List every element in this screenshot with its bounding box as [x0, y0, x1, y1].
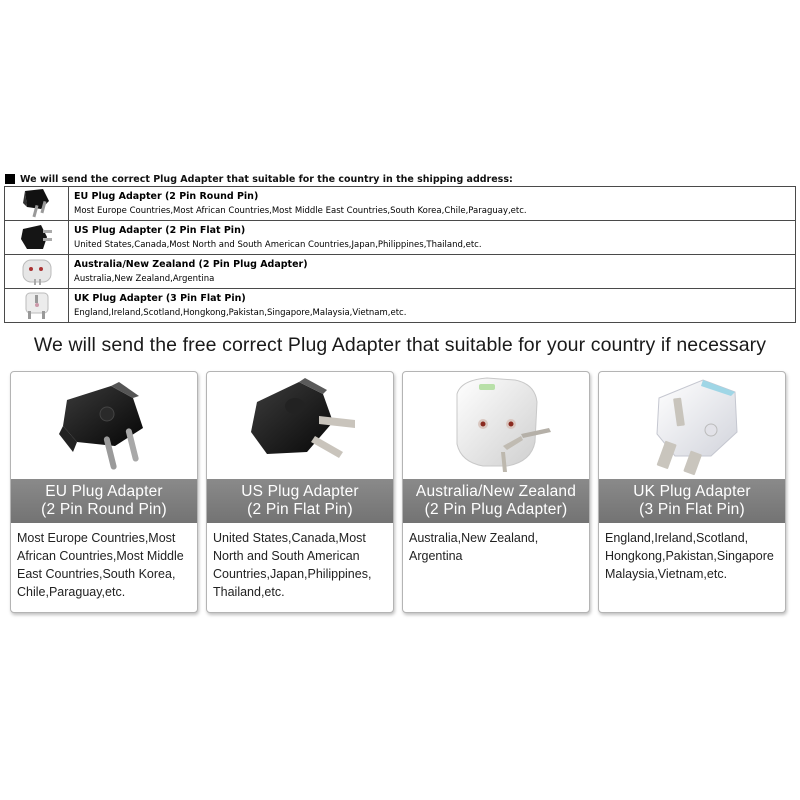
- plug-card-label: [599, 479, 785, 523]
- row-description: Australia,New Zealand,Argentina: [74, 273, 215, 284]
- uk-plug-thumbnail: [5, 289, 69, 323]
- countries-text: United States,Canada,Most North and South American Countries,Japan,Philippines, Thailand,etc.: [213, 531, 372, 599]
- row-title: US Plug Adapter (2 Pin Flat Pin): [74, 224, 246, 236]
- table-header: [4, 172, 796, 186]
- table-row: [5, 255, 796, 289]
- row-description: England,Ireland,Scotland,Hongkong,Pakistan,Singapore,Malaysia,Vietnam,etc.: [74, 307, 407, 318]
- us-plug-icon: [17, 221, 57, 254]
- row-description: United States,Canada,Most North and South American Countries,Japan,Philippines,Thailand,etc.: [74, 239, 482, 250]
- row-description: Most Europe Countries,Most African Countries,Most Middle East Countries,South Korea,Chile,Paraguay,etc.: [74, 205, 527, 216]
- eu-plug-icon: [17, 187, 57, 220]
- au-row-info: [69, 255, 796, 289]
- au-plug-thumbnail: [5, 255, 69, 289]
- row-title: UK Plug Adapter (3 Pin Flat Pin): [74, 292, 246, 304]
- countries-text: Most Europe Countries,Most African Countries,Most Middle East Countries,South Korea, Chile,Paraguay,etc.: [17, 531, 184, 599]
- uk-plug-card: [598, 371, 786, 613]
- bullet-square-icon: [5, 174, 15, 184]
- uk-plug-icon: [599, 372, 785, 479]
- countries-text: Australia,New Zealand, Argentina: [409, 531, 539, 563]
- label-line-1: Australia/New Zealand: [415, 483, 577, 500]
- plug-card-label: [403, 479, 589, 523]
- eu-row-info: [69, 187, 796, 221]
- uk-plug-icon: [17, 289, 57, 322]
- banner-headline: We will send the free correct Plug Adapter that suitable for your country if necessary: [33, 334, 767, 356]
- us-plug-card: [206, 371, 394, 613]
- us-row-info: [69, 221, 796, 255]
- au-plug-icon: [17, 255, 57, 288]
- row-title: EU Plug Adapter (2 Pin Round Pin): [74, 190, 259, 202]
- row-title: Australia/New Zealand (2 Pin Plug Adapter): [74, 258, 308, 270]
- label-line-2: (2 Pin Flat Pin): [247, 501, 353, 518]
- plug-cards: [10, 371, 791, 615]
- label-line-2: (3 Pin Flat Pin): [639, 501, 745, 518]
- eu-plug-card: [10, 371, 198, 613]
- us-plug-icon: [207, 372, 393, 479]
- label-line-2: (2 Pin Plug Adapter): [424, 501, 568, 518]
- eu-plug-icon: [11, 372, 197, 479]
- plug-card-label: [207, 479, 393, 523]
- label-line-1: EU Plug Adapter: [45, 483, 163, 500]
- us-plug-thumbnail: [5, 221, 69, 255]
- label-line-1: US Plug Adapter: [241, 483, 359, 500]
- plug-table: [4, 186, 796, 323]
- table-header-text: We will send the correct Plug Adapter that suitable for the country in the shipping address:: [20, 173, 513, 185]
- eu-plug-thumbnail: [5, 187, 69, 221]
- label-line-1: UK Plug Adapter: [633, 483, 751, 500]
- countries-text: England,Ireland,Scotland, Hongkong,Pakistan,Singapore Malaysia,Vietnam,etc.: [605, 531, 774, 581]
- au-plug-icon: [403, 372, 589, 479]
- au-plug-card: [402, 371, 590, 613]
- plug-adapter-table: [4, 172, 796, 323]
- plug-card-label: [11, 479, 197, 523]
- table-row: [5, 289, 796, 323]
- label-line-2: (2 Pin Round Pin): [41, 501, 167, 518]
- table-row: [5, 187, 796, 221]
- uk-row-info: [69, 289, 796, 323]
- table-row: [5, 221, 796, 255]
